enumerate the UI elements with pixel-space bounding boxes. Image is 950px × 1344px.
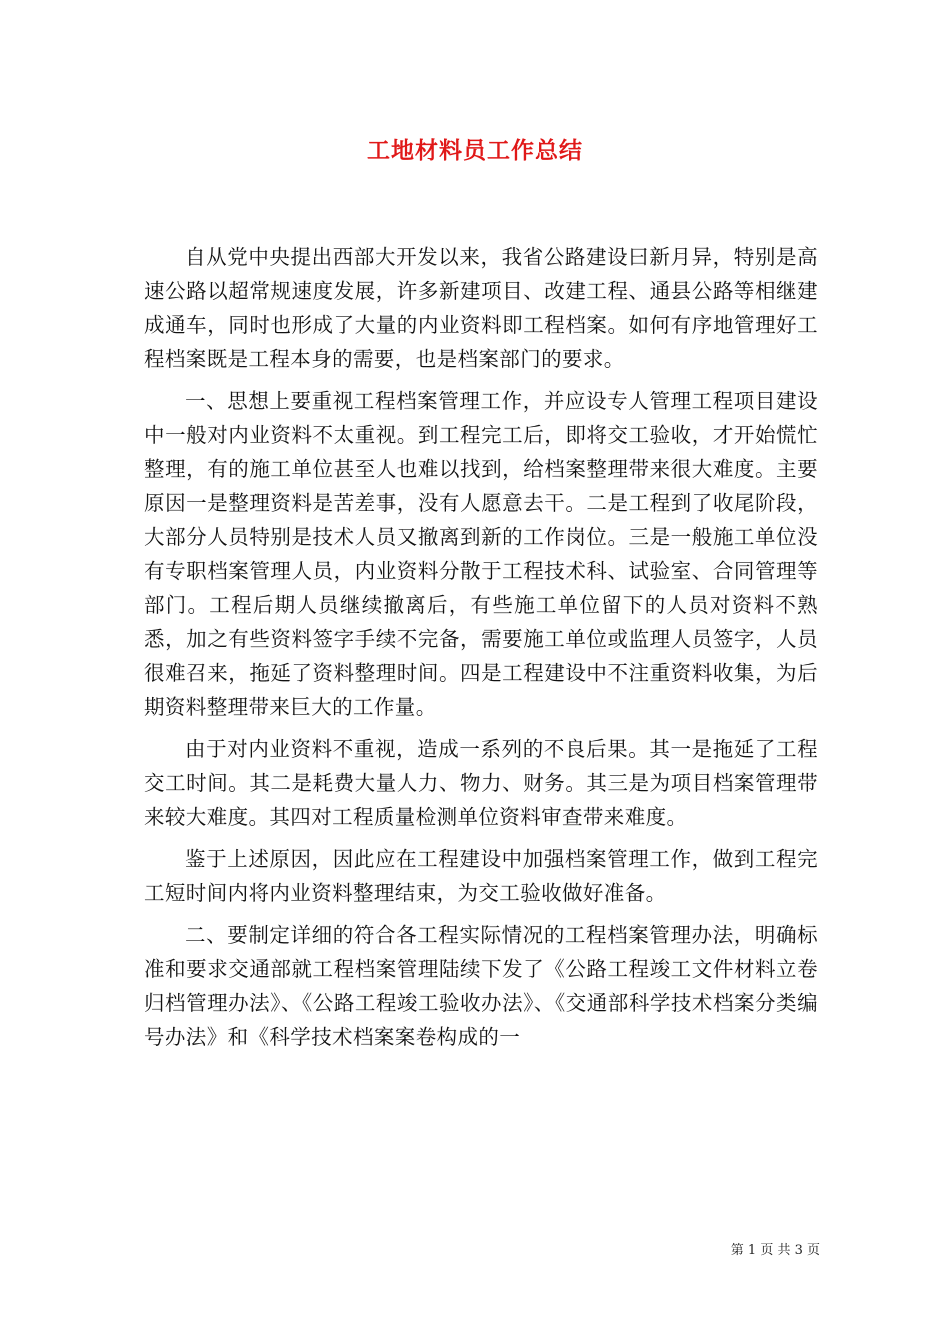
page-number: 第 1 页 共 3 页	[730, 1243, 820, 1258]
document-title: 工地材料员工作总结	[367, 137, 583, 164]
document-body	[144, 240, 818, 1062]
paragraph-3: 由于对内业资料不重视，造成一系列的不良后果。其一是拖延了工程交工时间。其二是耗费大量人力、物力、财务。其三是为项目档案管理带来较大难度。其四对工程质量检测单位资料审查带来难度。	[144, 737, 818, 829]
paragraph-1: 自从党中央提出西部大开发以来，我省公路建设曰新月异，特别是高速公路以超常规速度发展，许多新建项目、改建工程、通县公路等相继建成通车，同时也形成了大量的内业资料即工程档案。如何有序地管理好工程档案既是工程本身的需要，也是档案部门的要求。	[144, 245, 818, 371]
paragraph-5: 二、要制定详细的符合各工程实际情况的工程档案管理办法，明确标准和要求交通部就工程档案管理陆续下发了《公路工程竣工文件材料立卷归档管理办法》、《公路工程竣工验收办法》、《交通部科学技术档案分类编号办法》和《科学技术档案案卷构成的一	[144, 923, 818, 1049]
paragraph-4: 鉴于上述原因，因此应在工程建设中加强档案管理工作，做到工程完工短时间内将内业资料整理结束，为交工验收做好准备。	[144, 847, 818, 905]
paragraph-2: 一、思想上要重视工程档案管理工作，并应设专人管理工程项目建设中一般对内业资料不太重视。到工程完工后，即将交工验收，才开始慌忙整理，有的施工单位甚至人也难以找到，给档案整理带来很大难度。主要原因一是整理资料是苦差事，没有人愿意去干。二是工程到了收尾阶段，大部分人员特别是技术人员又撤离到新的工作岗位。三是一般施工单位没有专职档案管理人员，内业资料分散于工程技术科、试验室、合同管理等部门。工程后期人员继续撤离后，有些施工单位留下的人员对资料不熟悉，加之有些资料签字手续不完备，需要施工单位或监理人员签字，人员很难召来，拖延了资料整理时间。四是工程建设中不注重资料收集，为后期资料整理带来巨大的工作量。	[144, 389, 818, 719]
